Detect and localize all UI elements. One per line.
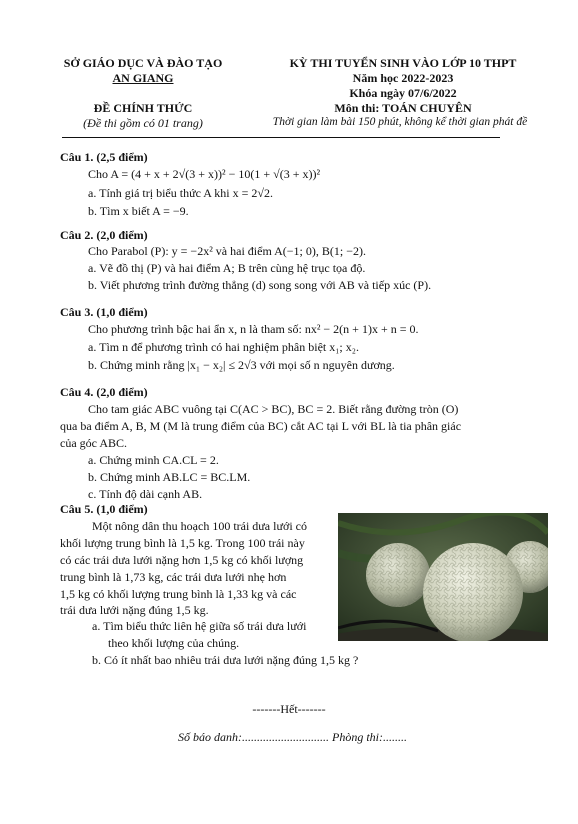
exam-title: KỲ THI TUYỂN SINH VÀO LỚP 10 THPT (289, 56, 517, 70)
q5-text-line6: trái dưa lưới nặng đúng 1,5 kg. (60, 603, 209, 617)
q5-text-line1: Một nông dân thu hoạch 100 trái dưa lưới có (92, 519, 307, 533)
end-marker: -------Hết------- (252, 702, 326, 716)
q1-given: Cho A = (4 + x + 2√(3 + x))² − 10(1 + √(3 + x))² (88, 167, 321, 181)
time-note: Thời gian làm bài 150 phút, không kể thời gian phát đề (272, 116, 528, 128)
q4-given-line1: Cho tam giác ABC vuông tại C(AC > BC), BC = 2. Biết rằng đường tròn (O) (88, 402, 459, 416)
q4-title: Câu 4. (2,0 điểm) (60, 385, 148, 399)
department-name: SỞ GIÁO DỤC VÀ ĐÀO TẠO (63, 56, 223, 70)
q3-title: Câu 3. (1,0 điểm) (60, 305, 148, 319)
q3-given: Cho phương trình bậc hai ẩn x, n là tham số: nx² − 2(n + 1)x + n = 0. (88, 322, 419, 336)
q2-title: Câu 2. (2,0 điểm) (60, 228, 148, 242)
candidate-info-line: Số báo danh:............................. Phòng thi:........ (178, 730, 407, 744)
q1-title: Câu 1. (2,5 điểm) (60, 150, 148, 164)
q4-part-a: a. Chứng minh CA.CL = 2. (88, 453, 219, 467)
q5-text-line3: có các trái dưa lưới nặng hơn 1,5 kg có khối lượng (60, 553, 304, 567)
q5-text-line2: khối lượng trung bình là 1,5 kg. Trong 100 trái này (60, 536, 305, 550)
q4-part-b: b. Chứng minh AB.LC = BC.LM. (88, 470, 251, 484)
q5-title: Câu 5. (1,0 điểm) (60, 502, 148, 516)
q2-part-a: a. Vẽ đồ thị (P) và hai điểm A; B trên cùng hệ trục tọa độ. (88, 261, 366, 275)
province-name: AN GIANG (112, 71, 174, 85)
q4-given-line2: qua ba điểm A, B, M (M là trung điểm của BC) cắt AC tại L với BL là tia phân giác (60, 419, 462, 433)
q3-part-b: b. Chứng minh rằng |x₁ − x₂| ≤ 2√3 với mọi số n nguyên dương. (88, 358, 395, 372)
q5-text-line5: 1,5 kg có khối lượng trung bình là 1,33 kg và các (60, 587, 297, 601)
exam-date: Khóa ngày 07/6/2022 (349, 86, 457, 100)
q4-part-c: c. Tính độ dài cạnh AB. (88, 487, 203, 501)
q5-part-a-line1: a. Tìm biểu thức liên hệ giữa số trái dưa lưới (92, 619, 307, 633)
melon-photo (338, 513, 548, 641)
q5-part-a-line2: theo khối lượng của chúng. (108, 636, 240, 650)
q5-text-line4: trung bình là 1,73 kg, các trái dưa lưới nhẹ hơn (60, 570, 287, 584)
school-year: Năm học 2022-2023 (352, 71, 454, 85)
q1-part-a: a. Tính giá trị biểu thức A khi x = 2√2. (88, 186, 273, 200)
header-divider (62, 137, 500, 138)
q3-part-a: a. Tìm n để phương trình có hai nghiệm phân biệt x₁; x₂. (88, 340, 359, 354)
official-label: ĐỀ CHÍNH THỨC (93, 101, 193, 115)
q4-given-line3: của góc ABC. (60, 436, 127, 450)
pages-note: (Đề thi gồm có 01 trang) (83, 116, 203, 130)
q2-part-b: b. Viết phương trình đường thẳng (d) song song với AB và tiếp xúc (P). (88, 278, 432, 292)
q2-given: Cho Parabol (P): y = −2x² và hai điểm A(−1; 0), B(1; −2). (88, 244, 366, 258)
q5-part-b: b. Có ít nhất bao nhiêu trái dưa lưới nặng đúng 1,5 kg ? (92, 653, 359, 667)
subject-label: Môn thi: TOÁN CHUYÊN (334, 101, 472, 115)
q1-part-b: b. Tìm x biết A = −9. (88, 204, 189, 218)
